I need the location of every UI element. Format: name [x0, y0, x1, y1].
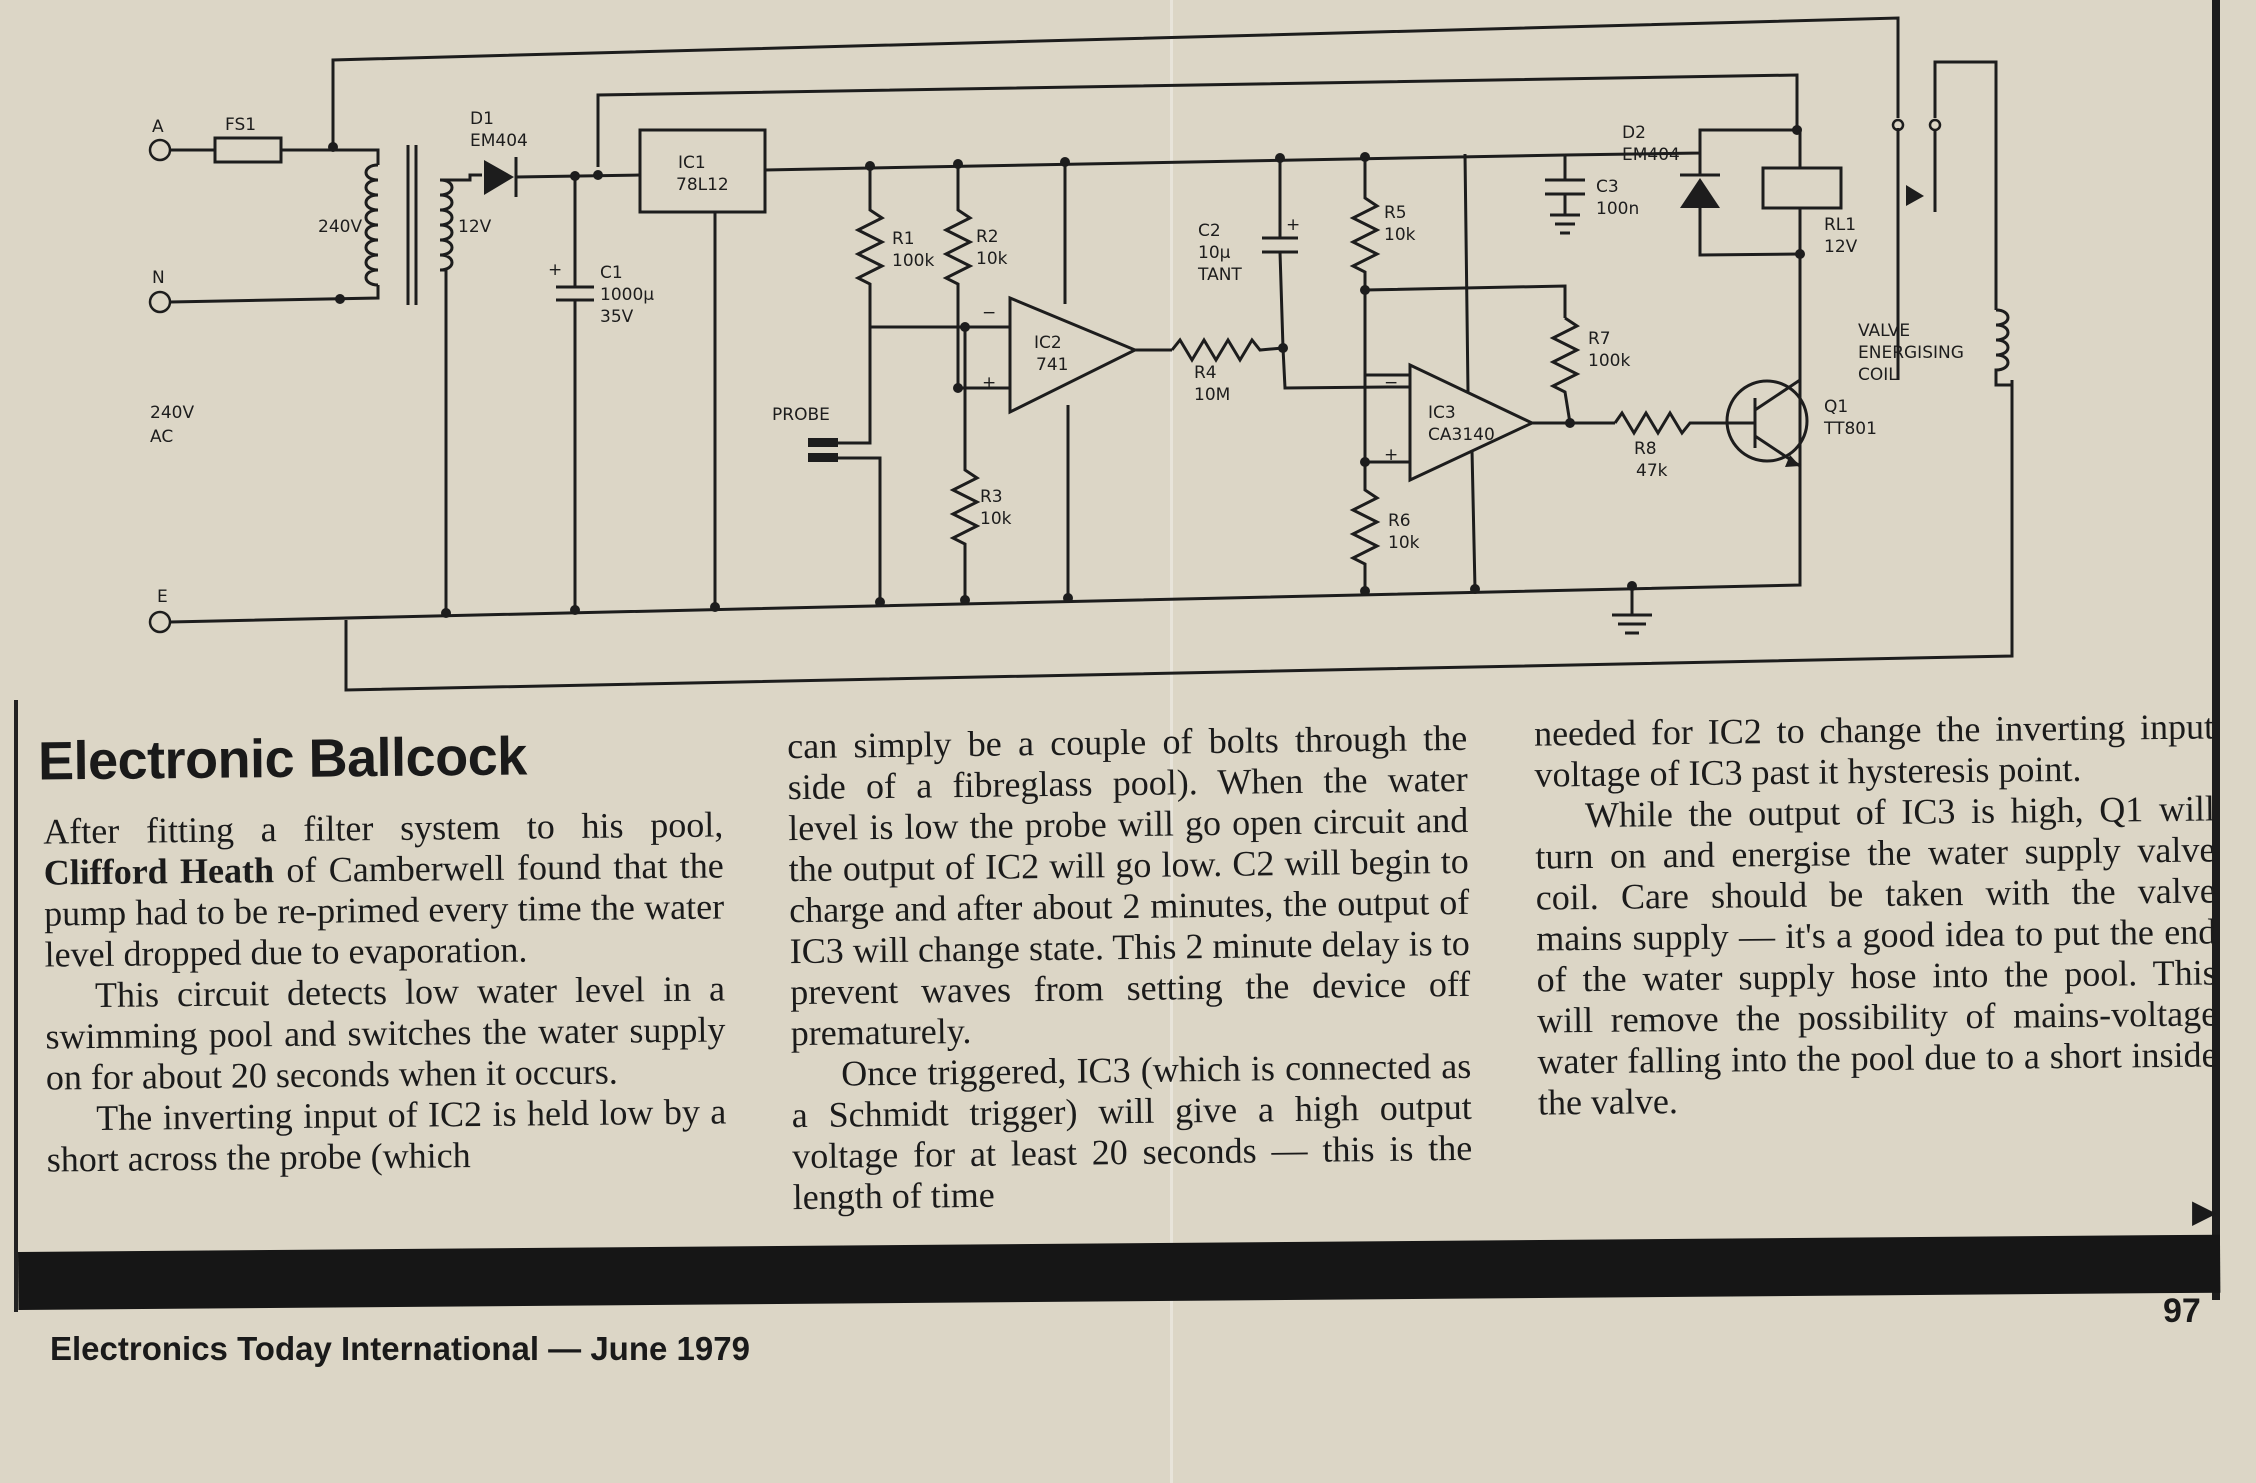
paragraph: needed for IC2 to change the inverting input voltage of IC3 past it hysteresis point.: [1533, 706, 2215, 795]
label-ic3-minus: −: [1384, 373, 1399, 393]
opamp-ic2: [1010, 298, 1135, 412]
terminal-n[interactable]: [150, 292, 170, 312]
label-r7-ref: R7: [1588, 329, 1611, 349]
diode-d2: [1680, 175, 1720, 208]
text-span: of Camberwell found that the pump had to be re-primed every time the water level dropped due to evaporation.: [43, 845, 725, 975]
label-c2-value: 10µ: [1198, 243, 1231, 263]
label-d1-type: EM404: [470, 131, 528, 151]
wire-fuse-primary: [281, 150, 378, 165]
wire-secondary-top: [440, 175, 482, 180]
resistor-r7: [1553, 318, 1577, 423]
label-r3-ref: R3: [980, 487, 1003, 507]
paragraph: can simply be a couple of bolts through the side of a fibreglass pool). When the water level is low the probe will go open circuit and the output of IC2 will go low. C2 will begin to charge and after about 2 minutes, the output of IC3 will change state. This 2 minute delay is to prevent waves from setting the device off prematurely.: [787, 717, 1471, 1054]
text-span: After fitting a filter system to his pool,: [43, 804, 724, 852]
label-r2-value: 10k: [976, 249, 1008, 269]
label-c2-plus: +: [1286, 215, 1301, 235]
transformer: [366, 145, 452, 305]
label-c2-ref: C2: [1198, 221, 1221, 241]
wire-ic2-supply: [1065, 162, 1068, 598]
article-column-2: [787, 718, 1473, 1218]
circuit-schematic: [0, 0, 2256, 720]
label-ic2-type: 741: [1036, 355, 1069, 375]
diode-d1: [484, 157, 516, 197]
label-terminal-n: N: [152, 268, 165, 288]
label-fs1: FS1: [225, 115, 257, 135]
wire-top-outer: [333, 18, 1898, 145]
label-ic1-ref: IC1: [678, 153, 706, 173]
label-r6-value: 10k: [1388, 533, 1420, 553]
label-terminal-e: E: [157, 587, 168, 607]
label-supply-ac: AC: [150, 427, 174, 447]
relay-rl1-coil: [1763, 168, 1841, 208]
resistor-r8: [1615, 413, 1728, 433]
label-r3-value: 10k: [980, 509, 1012, 529]
label-coil-3: COIL: [1858, 365, 1898, 385]
label-probe: PROBE: [772, 405, 830, 425]
label-r4-ref: R4: [1194, 363, 1217, 383]
label-primary: 240V: [318, 217, 363, 237]
label-d1-ref: D1: [470, 109, 494, 129]
label-ic2-plus: +: [982, 373, 997, 393]
label-ic3-type: CA3140: [1428, 425, 1495, 445]
label-ic1-type: 78L12: [676, 175, 729, 195]
wire-ic3-supply: [1465, 154, 1475, 589]
label-d2-ref: D2: [1622, 123, 1646, 143]
label-rl1-ref: RL1: [1824, 215, 1857, 235]
valve-coil: [1996, 310, 2012, 385]
fuse-fs1: [215, 138, 281, 162]
resistor-r6: [1353, 375, 1377, 591]
label-coil-2: ENERGISING: [1858, 343, 1964, 363]
ground-symbol: [1612, 586, 1652, 633]
label-r8-ref: R8: [1634, 439, 1657, 459]
article-column-1: [43, 804, 727, 1180]
label-r6-ref: R6: [1388, 511, 1411, 531]
terminal-e[interactable]: [150, 612, 170, 632]
label-r1-value: 100k: [892, 251, 935, 271]
resistor-r5: [1353, 157, 1410, 375]
paragraph: Once triggered, IC3 (which is connected as a Schmidt trigger) will give a high output voltage for at least 20 seconds — this is the length of time: [791, 1045, 1473, 1218]
continue-arrow-icon: ▶: [2192, 1192, 2217, 1230]
frame-border-left: [14, 700, 18, 1312]
label-coil-1: VALVE: [1858, 321, 1911, 341]
resistor-r4: [1172, 340, 1283, 360]
wire-d2-top: [1565, 130, 1800, 155]
label-c1-plus: +: [548, 260, 563, 280]
label-d2-type: EM404: [1622, 145, 1680, 165]
label-ic2-minus: −: [982, 303, 997, 323]
label-c3-value: 100n: [1596, 199, 1640, 219]
wire-r5-r7: [1365, 286, 1565, 318]
label-ic3-plus: +: [1384, 445, 1399, 465]
wire-neutral: [170, 285, 378, 302]
article-column-3: [1534, 706, 2218, 1123]
capacitor-c3: [1545, 155, 1585, 233]
paragraph: While the output of IC3 is high, Q1 will turn on and energise the water supply valve coil. Care should be taken with the valve mains supply — it's a good idea to put the end of the water supply hose into the pool. This will remove the possibility of mains-voltage water falling into the pool due to a short inside the valve.: [1535, 788, 2218, 1123]
label-r4-value: 10M: [1194, 385, 1231, 405]
label-c1-value: 1000µ: [600, 285, 655, 305]
label-q1-ref: Q1: [1824, 397, 1849, 417]
label-r7-value: 100k: [1588, 351, 1631, 371]
terminal-a[interactable]: [150, 140, 170, 160]
paragraph: The inverting input of IC2 is held low by a short across the probe (which: [46, 1091, 727, 1180]
label-q1-type: TT801: [1824, 419, 1877, 439]
paragraph: [43, 804, 725, 975]
page-number: 97: [2163, 1292, 2201, 1330]
wire-bottom-return: [346, 380, 2012, 690]
label-c2-type: TANT: [1198, 265, 1242, 285]
label-c3-ref: C3: [1596, 177, 1619, 197]
paragraph: This circuit detects low water level in a swimming pool and switches the water supply on for about 20 seconds when it occurs.: [45, 968, 726, 1098]
label-c1-ref: C1: [600, 263, 623, 283]
label-r8-value: 47k: [1636, 461, 1668, 481]
label-ic2-ref: IC2: [1034, 333, 1062, 353]
capacitor-c2: [1262, 158, 1387, 388]
label-c1-rating: 35V: [600, 307, 634, 327]
label-r1-ref: R1: [892, 229, 915, 249]
label-ic3-ref: IC3: [1428, 403, 1456, 423]
label-r5-ref: R5: [1384, 203, 1407, 223]
label-secondary: 12V: [458, 217, 492, 237]
label-rl1-value: 12V: [1824, 237, 1858, 257]
article-headline: Electronic Ballcock: [37, 726, 528, 792]
magazine-footer: Electronics Today International — June 1979: [50, 1330, 750, 1367]
label-supply-voltage: 240V: [150, 403, 195, 423]
wire-ic1-out: [765, 155, 1565, 170]
transistor-q1: [1727, 380, 1807, 585]
frame-border-bottom: [18, 1235, 2220, 1310]
author-name: Clifford Heath: [43, 850, 275, 893]
wire-secondary-bottom: [440, 270, 446, 610]
label-r5-value: 10k: [1384, 225, 1416, 245]
label-r2-ref: R2: [976, 227, 999, 247]
probe: [808, 327, 880, 602]
label-terminal-a: A: [152, 117, 164, 137]
